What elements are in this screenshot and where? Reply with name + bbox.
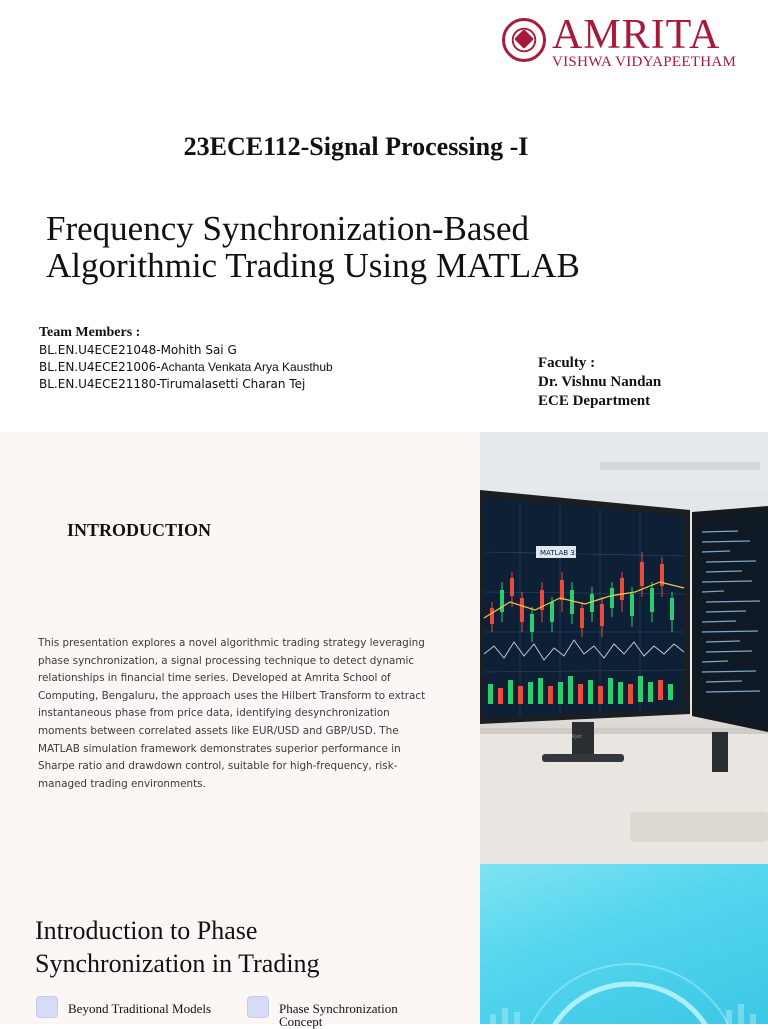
logo-subtitle: VISHWA VIDYAPEETHAM bbox=[552, 54, 737, 70]
phase-heading-line-2: Synchronization in Trading bbox=[35, 949, 320, 978]
faculty-name: Dr. Vishnu Nandan bbox=[538, 374, 662, 390]
team-label: Team Members : bbox=[39, 325, 141, 340]
member-name: Mohith Sai G bbox=[160, 343, 237, 357]
amrita-logo bbox=[500, 14, 762, 76]
screen-label: MATLAB 3300 bbox=[540, 549, 589, 557]
member-id: BL.EN.U4ECE21180- bbox=[39, 377, 160, 391]
presentation-title bbox=[46, 210, 686, 284]
amrita-seal-icon bbox=[502, 18, 546, 62]
intro-heading: INTRODUCTION bbox=[67, 520, 212, 540]
member-id: BL.EN.U4ECE21048- bbox=[39, 343, 161, 357]
bullet-beyond-traditional-models: Beyond Traditional Models bbox=[68, 1001, 212, 1016]
monitor-brand: Kjet bbox=[572, 734, 582, 740]
faculty-label: Faculty : bbox=[538, 355, 596, 371]
course-code: 23ECE112-Signal Processing -I bbox=[183, 132, 529, 161]
member-id: BL.EN.U4ECE21006- bbox=[39, 360, 161, 374]
logo-brand: AMRITA bbox=[552, 12, 721, 58]
faculty-department: ECE Department bbox=[538, 393, 651, 409]
title-line-2: Algorithmic Trading Using MATLAB bbox=[46, 246, 580, 285]
member-name: Achanta Venkata Arya Kausthub bbox=[160, 360, 333, 374]
bullet-box-icon bbox=[247, 996, 269, 1018]
intro-body: This presentation explores a novel algorithmic trading strategy leveraging phase synchronization, a signal processing technique to detect dynamic relationships in financial time series. Developed at Amrita School of Computing, Bengaluru, the approach uses the Hilbert Transform to extract instantaneous phase from price data, identifying desynchronization moments between correlated assets like EUR/USD and GBP/USD. The MATLAB simulation framework demonstrates superior performance in Sharpe ratio and drawdown control, suitable for high-frequency, risk-managed trading environments. bbox=[38, 637, 426, 790]
phase-heading-line-1: Introduction to Phase bbox=[35, 916, 258, 945]
bullet-phase-synchronization-concept: Phase Synchronization Concept bbox=[279, 1001, 398, 1029]
team-member bbox=[39, 343, 237, 357]
cyan-decorative-image bbox=[480, 864, 768, 1024]
team-member bbox=[39, 377, 305, 391]
title-line-1: Frequency Synchronization-Based bbox=[46, 209, 530, 248]
trading-monitors-image bbox=[480, 432, 768, 864]
phase-heading bbox=[35, 914, 455, 980]
team-member bbox=[39, 360, 333, 374]
bullet-box-icon bbox=[36, 996, 58, 1018]
member-name: Tirumalasetti Charan Tej bbox=[159, 377, 306, 391]
faculty-block bbox=[538, 354, 661, 411]
